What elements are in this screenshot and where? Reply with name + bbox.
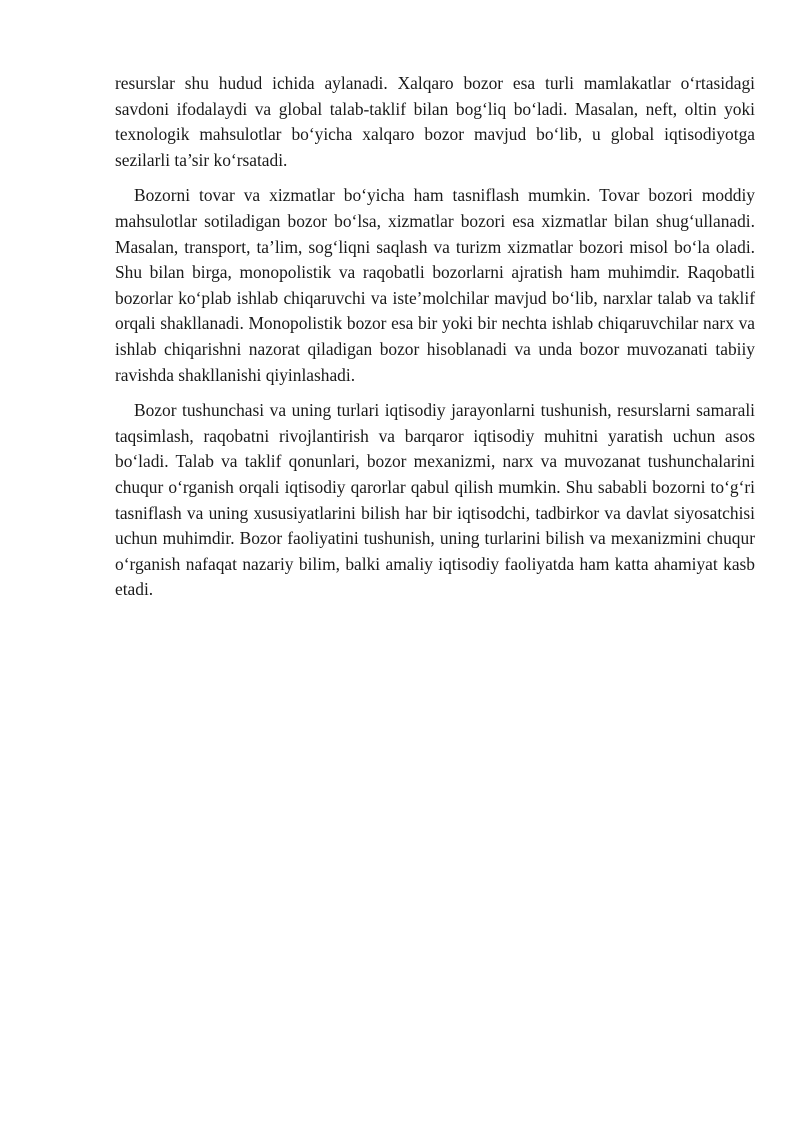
paragraph-conclusion: Bozor tushunchasi va uning turlari iqtisodiy jarayonlarni tushunish, resurslarni samarali taqsimlash, raqobatni rivojlantirish va barqaror iqtisodiy muhitni yaratish uchun asos bo‘ladi. Talab va taklif qonunlari, bozor mexanizmi, narx va muvozanat tushunchalarini chuqur o‘rganish orqali iqtisodiy qarorlar qabul qilish mumkin. Shu sababli bozorni to‘g‘ri tasniflash va uning xususiyatlarini bilish har bir iqtisodchi, tadbirkor va davlat siyosatchisi uchun muhimdir. Bozor faoliyatini tushunish, uning turlarini bilish va mexanizmini chuqur o‘rganish nafaqat nazariy bilim, balki amaliy iqtisodiy faoliyatda ham katta ahamiyat kasb etadi. xyxy=(115,400,755,600)
body-text xyxy=(115,71,755,613)
paragraph-market-classification: Bozorni tovar va xizmatlar bo‘yicha ham tasniflash mumkin. Tovar bozori moddiy mahsulotlar sotiladigan bozor bo‘lsa, xizmatlar bozori esa xizmatlar bilan shug‘ullanadi. Masalan, transport, ta’lim, sog‘liqni saqlash va turizm xizmatlar bozori misol bo‘la oladi. Shu bilan birga, monopolistik va raqobatli bozorlarni ajratish ham muhimdir. Raqobatli bozorlar ko‘plab ishlab chiqaruvchi va iste’molchilar mavjud bo‘lib, narxlar talab va taklif orqali shakllanadi. Monopolistik bozor esa bir yoki bir nechta ishlab chiqaruvchilar narx va ishlab chiqarishni nazorat qiladigan bozor hisoblanadi va unda bozor muvozanati tabiiy ravishda shakllanishi qiyinlashadi. xyxy=(115,185,755,385)
paragraph-continuation: resurslar shu hudud ichida aylanadi. Xalqaro bozor esa turli mamlakatlar o‘rtasidagi savdoni ifodalaydi va global talab-taklif bilan bog‘liq bo‘ladi. Masalan, neft, oltin yoki texnologik mahsulotlar bo‘yicha xalqaro bozor mavjud bo‘lib, u global iqtisodiyotga sezilarli ta’sir ko‘rsatadi. xyxy=(115,73,755,170)
